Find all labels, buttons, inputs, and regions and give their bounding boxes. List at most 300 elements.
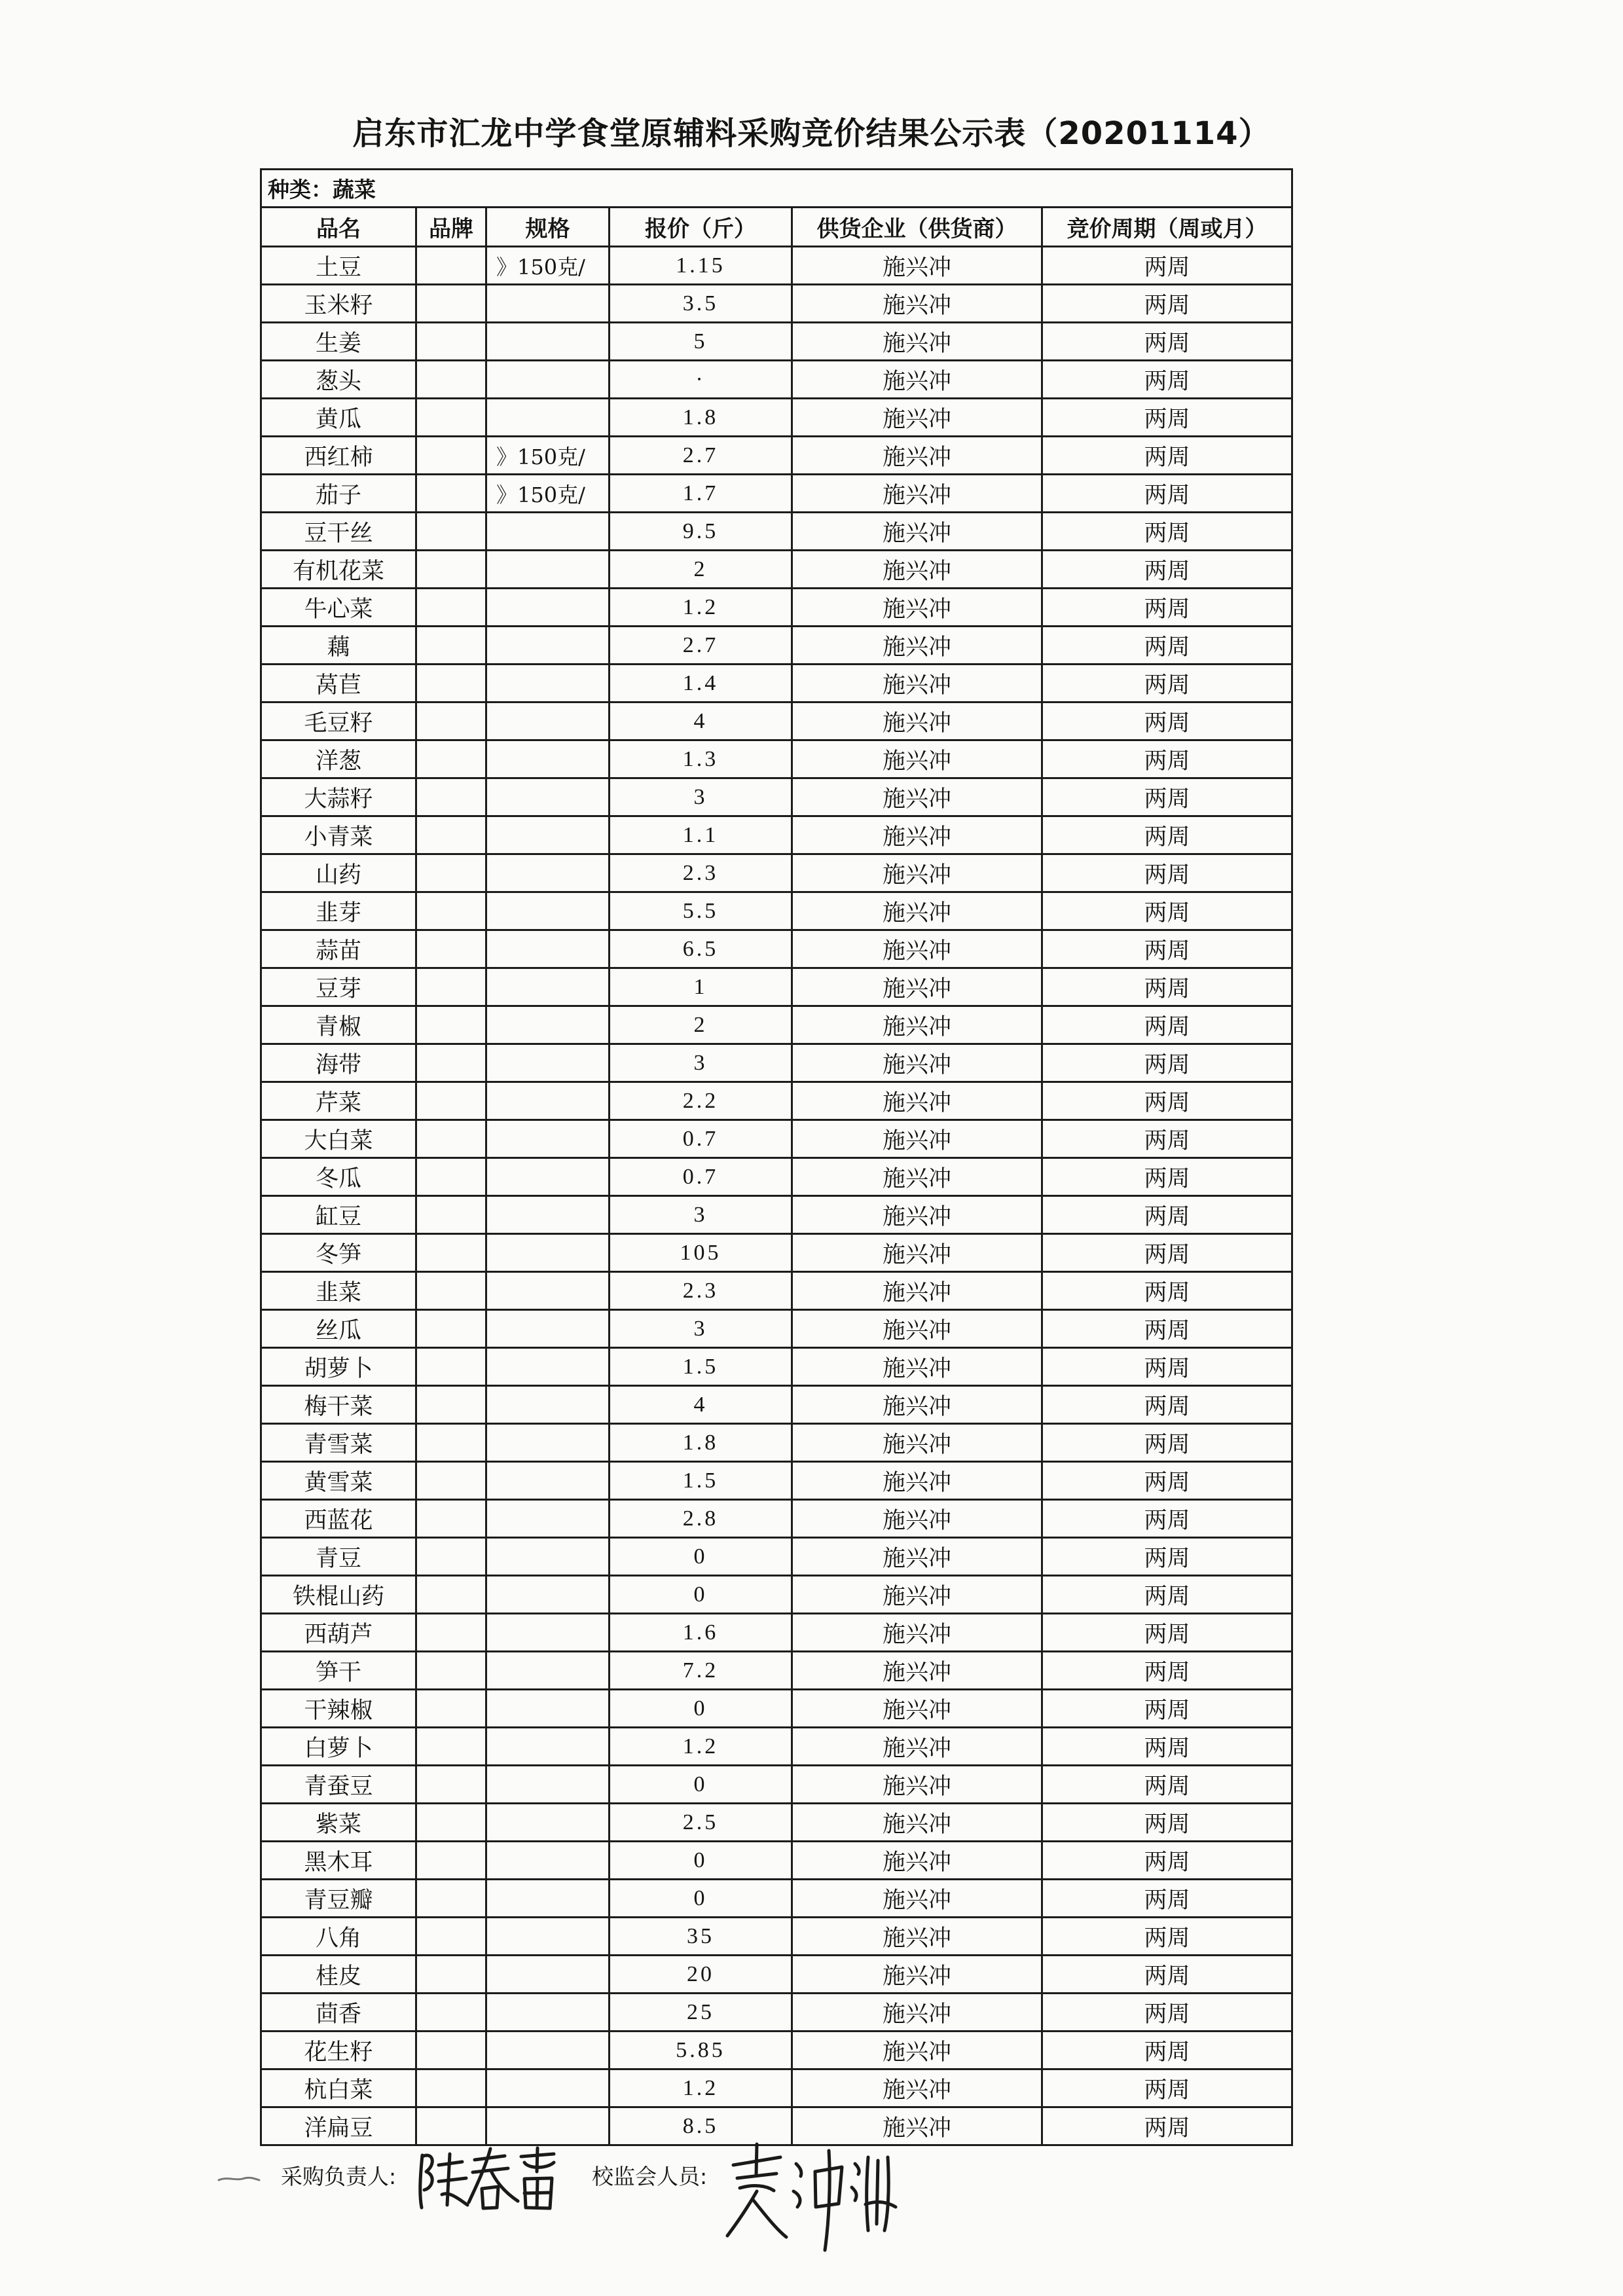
table-row — [261, 968, 1292, 1006]
brand-cell — [416, 437, 486, 475]
price-cell: 2.8 — [610, 1500, 792, 1538]
product-name-cell: 大蒜籽 — [261, 778, 416, 816]
supplier-cell: 施兴冲 — [792, 627, 1042, 665]
supplier-cell: 施兴冲 — [792, 323, 1042, 361]
supplier-cell: 施兴冲 — [792, 816, 1042, 854]
bid-cycle-cell: 两周 — [1042, 816, 1292, 854]
brand-cell — [416, 702, 486, 740]
product-name-cell: 有机花菜 — [261, 551, 416, 589]
supplier-cell: 施兴冲 — [792, 1766, 1042, 1804]
price-cell: 1.3 — [610, 740, 792, 778]
bid-cycle-cell: 两周 — [1042, 1918, 1292, 1956]
brand-cell — [416, 1386, 486, 1424]
brand-cell — [416, 1652, 486, 1690]
spec-cell — [486, 1462, 610, 1500]
brand-cell — [416, 1576, 486, 1614]
brand-cell — [416, 1500, 486, 1538]
table-row — [261, 1234, 1292, 1272]
spec-cell — [486, 1728, 610, 1766]
brand-cell — [416, 2107, 486, 2145]
purchaser-signature — [412, 2142, 563, 2214]
price-cell: 7.2 — [610, 1652, 792, 1690]
spec-cell — [486, 285, 610, 323]
supplier-cell: 施兴冲 — [792, 1728, 1042, 1766]
spec-cell — [486, 892, 610, 930]
brand-cell — [416, 475, 486, 513]
price-cell: 3 — [610, 1310, 792, 1348]
supplier-cell: 施兴冲 — [792, 247, 1042, 285]
procurement-table — [260, 168, 1293, 2146]
bid-cycle-cell: 两周 — [1042, 1956, 1292, 1994]
table-row — [261, 361, 1292, 399]
supplier-cell: 施兴冲 — [792, 475, 1042, 513]
brand-cell — [416, 1082, 486, 1120]
product-name-cell: 茴香 — [261, 1994, 416, 2032]
supplier-cell: 施兴冲 — [792, 1690, 1042, 1728]
price-cell: 1.8 — [610, 399, 792, 437]
table-row — [261, 513, 1292, 551]
brand-cell — [416, 1348, 486, 1386]
brand-cell — [416, 1918, 486, 1956]
product-name-cell: 黑木耳 — [261, 1842, 416, 1880]
bid-cycle-cell: 两周 — [1042, 1462, 1292, 1500]
table-row — [261, 1348, 1292, 1386]
table-row — [261, 2069, 1292, 2107]
table-row — [261, 1728, 1292, 1766]
table-row — [261, 1652, 1292, 1690]
brand-cell — [416, 323, 486, 361]
header-bid-cycle: 竞价周期（周或月） — [1042, 208, 1292, 247]
product-name-cell: 紫菜 — [261, 1804, 416, 1842]
brand-cell — [416, 1614, 486, 1652]
supplier-cell: 施兴冲 — [792, 702, 1042, 740]
price-cell: 3 — [610, 1196, 792, 1234]
price-cell: 2.5 — [610, 1804, 792, 1842]
brand-cell — [416, 1424, 486, 1462]
spec-cell — [486, 1500, 610, 1538]
price-cell: 1.2 — [610, 2069, 792, 2107]
brand-cell — [416, 1462, 486, 1500]
spec-cell — [486, 361, 610, 399]
product-name-cell: 黄雪菜 — [261, 1462, 416, 1500]
price-cell: 25 — [610, 1994, 792, 2032]
price-cell: 3 — [610, 1044, 792, 1082]
product-name-cell: 芹菜 — [261, 1082, 416, 1120]
table-row — [261, 2032, 1292, 2069]
product-name-cell: 洋葱 — [261, 740, 416, 778]
document-title: 启东市汇龙中学食堂原辅料采购竞价结果公示表（20201114） — [352, 115, 1271, 152]
product-name-cell: 韭菜 — [261, 1272, 416, 1310]
bid-cycle-cell: 两周 — [1042, 1196, 1292, 1234]
table-row — [261, 1044, 1292, 1082]
product-name-cell: 花生籽 — [261, 2032, 416, 2069]
spec-cell — [486, 1994, 610, 2032]
spec-cell — [486, 1538, 610, 1576]
bid-cycle-cell: 两周 — [1042, 627, 1292, 665]
bid-cycle-cell: 两周 — [1042, 2107, 1292, 2145]
category-row — [261, 170, 1292, 208]
product-name-cell: 西蓝花 — [261, 1500, 416, 1538]
bid-cycle-cell: 两周 — [1042, 1690, 1292, 1728]
brand-cell — [416, 1728, 486, 1766]
bid-cycle-cell: 两周 — [1042, 1652, 1292, 1690]
table-body — [261, 247, 1292, 2145]
product-name-cell: 海带 — [261, 1044, 416, 1082]
supplier-cell: 施兴冲 — [792, 892, 1042, 930]
table-row — [261, 1576, 1292, 1614]
supplier-cell: 施兴冲 — [792, 399, 1042, 437]
product-name-cell: 八角 — [261, 1918, 416, 1956]
bid-cycle-cell: 两周 — [1042, 475, 1292, 513]
price-cell: 1.5 — [610, 1462, 792, 1500]
spec-cell — [486, 589, 610, 627]
price-cell: 1.4 — [610, 665, 792, 702]
product-name-cell: 胡萝卜 — [261, 1348, 416, 1386]
brand-cell — [416, 551, 486, 589]
table-row — [261, 399, 1292, 437]
brand-cell — [416, 1804, 486, 1842]
header-product-name: 品名 — [261, 208, 416, 247]
spec-cell — [486, 1196, 610, 1234]
price-cell: 3.5 — [610, 285, 792, 323]
spec-cell — [486, 930, 610, 968]
spec-cell — [486, 1804, 610, 1842]
table-row — [261, 247, 1292, 285]
brand-cell — [416, 1006, 486, 1044]
supplier-cell: 施兴冲 — [792, 361, 1042, 399]
product-name-cell: 毛豆籽 — [261, 702, 416, 740]
table-row — [261, 1842, 1292, 1880]
product-name-cell: 缸豆 — [261, 1196, 416, 1234]
bid-cycle-cell: 两周 — [1042, 1614, 1292, 1652]
supervisor-label: 校监会人员: — [592, 2164, 708, 2189]
product-name-cell: 牛心菜 — [261, 589, 416, 627]
bid-cycle-cell: 两周 — [1042, 1006, 1292, 1044]
supplier-cell: 施兴冲 — [792, 1196, 1042, 1234]
spec-cell — [486, 551, 610, 589]
price-cell: 0 — [610, 1880, 792, 1918]
price-cell: 2.2 — [610, 1082, 792, 1120]
table-row — [261, 1918, 1292, 1956]
bid-cycle-cell: 两周 — [1042, 740, 1292, 778]
spec-cell — [486, 816, 610, 854]
price-cell: 0 — [610, 1538, 792, 1576]
table-row — [261, 551, 1292, 589]
supplier-cell: 施兴冲 — [792, 1842, 1042, 1880]
bid-cycle-cell: 两周 — [1042, 247, 1292, 285]
table-row — [261, 1994, 1292, 2032]
table-row — [261, 1310, 1292, 1348]
price-cell: 4 — [610, 702, 792, 740]
product-name-cell: 大白菜 — [261, 1120, 416, 1158]
supplier-cell: 施兴冲 — [792, 1614, 1042, 1652]
product-name-cell: 丝瓜 — [261, 1310, 416, 1348]
product-name-cell: 蒜苗 — [261, 930, 416, 968]
price-cell: 2.7 — [610, 627, 792, 665]
spec-cell — [486, 2032, 610, 2069]
price-cell: 1.1 — [610, 816, 792, 854]
table-row — [261, 627, 1292, 665]
supplier-cell: 施兴冲 — [792, 1500, 1042, 1538]
bid-cycle-cell: 两周 — [1042, 930, 1292, 968]
brand-cell — [416, 1310, 486, 1348]
bid-cycle-cell: 两周 — [1042, 1310, 1292, 1348]
bid-cycle-cell: 两周 — [1042, 1424, 1292, 1462]
bid-cycle-cell: 两周 — [1042, 399, 1292, 437]
spec-cell — [486, 1690, 610, 1728]
table-row — [261, 1538, 1292, 1576]
table-row — [261, 1272, 1292, 1310]
table-row — [261, 589, 1292, 627]
supplier-cell: 施兴冲 — [792, 1804, 1042, 1842]
supplier-cell: 施兴冲 — [792, 930, 1042, 968]
purchaser-label: 采购负责人: — [281, 2164, 397, 2189]
table-row — [261, 1120, 1292, 1158]
price-cell: 35 — [610, 1918, 792, 1956]
price-cell: 20 — [610, 1956, 792, 1994]
product-name-cell: 白萝卜 — [261, 1728, 416, 1766]
product-name-cell: 小青菜 — [261, 816, 416, 854]
table-row — [261, 285, 1292, 323]
spec-cell — [486, 1120, 610, 1158]
table-row — [261, 702, 1292, 740]
product-name-cell: 豆干丝 — [261, 513, 416, 551]
supplier-cell: 施兴冲 — [792, 1158, 1042, 1196]
bid-cycle-cell: 两周 — [1042, 1766, 1292, 1804]
price-cell: 2.7 — [610, 437, 792, 475]
brand-cell — [416, 513, 486, 551]
brand-cell — [416, 1044, 486, 1082]
bid-cycle-cell: 两周 — [1042, 2069, 1292, 2107]
price-cell: 8.5 — [610, 2107, 792, 2145]
bid-cycle-cell: 两周 — [1042, 1158, 1292, 1196]
brand-cell — [416, 627, 486, 665]
price-cell: 0 — [610, 1766, 792, 1804]
brand-cell — [416, 1880, 486, 1918]
table-row — [261, 1956, 1292, 1994]
brand-cell — [416, 247, 486, 285]
supplier-cell: 施兴冲 — [792, 1880, 1042, 1918]
product-name-cell: 土豆 — [261, 247, 416, 285]
product-name-cell: 玉米籽 — [261, 285, 416, 323]
price-cell: 2.3 — [610, 1272, 792, 1310]
supplier-cell: 施兴冲 — [792, 1006, 1042, 1044]
bid-cycle-cell: 两周 — [1042, 1386, 1292, 1424]
supplier-cell: 施兴冲 — [792, 513, 1042, 551]
brand-cell — [416, 1196, 486, 1234]
spec-cell — [486, 1918, 610, 1956]
supplier-cell: 施兴冲 — [792, 665, 1042, 702]
supplier-cell: 施兴冲 — [792, 778, 1042, 816]
price-cell: 1.2 — [610, 589, 792, 627]
table-row — [261, 930, 1292, 968]
price-cell: 3 — [610, 778, 792, 816]
spec-cell — [486, 968, 610, 1006]
product-name-cell: 豆芽 — [261, 968, 416, 1006]
bid-cycle-cell: 两周 — [1042, 1804, 1292, 1842]
bid-cycle-cell: 两周 — [1042, 702, 1292, 740]
supplier-cell: 施兴冲 — [792, 285, 1042, 323]
product-name-cell: 冬笋 — [261, 1234, 416, 1272]
brand-cell — [416, 2069, 486, 2107]
brand-cell — [416, 854, 486, 892]
product-name-cell: 青椒 — [261, 1006, 416, 1044]
table-row — [261, 778, 1292, 816]
product-name-cell: 青雪菜 — [261, 1424, 416, 1462]
supplier-cell: 施兴冲 — [792, 2107, 1042, 2145]
bid-cycle-cell: 两周 — [1042, 437, 1292, 475]
spec-cell — [486, 1614, 610, 1652]
table-row — [261, 1386, 1292, 1424]
bid-cycle-cell: 两周 — [1042, 551, 1292, 589]
price-cell: 9.5 — [610, 513, 792, 551]
table-row — [261, 437, 1292, 475]
product-name-cell: 西红柿 — [261, 437, 416, 475]
header-row — [261, 208, 1292, 247]
brand-cell — [416, 361, 486, 399]
brand-cell — [416, 589, 486, 627]
supplier-cell: 施兴冲 — [792, 551, 1042, 589]
price-cell: 1.7 — [610, 475, 792, 513]
bid-cycle-cell: 两周 — [1042, 665, 1292, 702]
bid-cycle-cell: 两周 — [1042, 778, 1292, 816]
supplier-cell: 施兴冲 — [792, 1310, 1042, 1348]
brand-cell — [416, 740, 486, 778]
supplier-cell: 施兴冲 — [792, 2069, 1042, 2107]
spec-cell — [486, 513, 610, 551]
supplier-cell: 施兴冲 — [792, 2032, 1042, 2069]
spec-cell: 》150克/ — [486, 437, 610, 475]
table-row — [261, 854, 1292, 892]
table-row — [261, 475, 1292, 513]
price-cell: · — [610, 361, 792, 399]
price-cell: 105 — [610, 1234, 792, 1272]
table-row — [261, 1082, 1292, 1120]
bid-cycle-cell: 两周 — [1042, 513, 1292, 551]
brand-cell — [416, 399, 486, 437]
supplier-cell: 施兴冲 — [792, 1348, 1042, 1386]
table-row — [261, 816, 1292, 854]
table-row — [261, 1690, 1292, 1728]
product-name-cell: 葱头 — [261, 361, 416, 399]
supplier-cell: 施兴冲 — [792, 1652, 1042, 1690]
spec-cell — [486, 1310, 610, 1348]
supplier-cell: 施兴冲 — [792, 1462, 1042, 1500]
table-row — [261, 740, 1292, 778]
table-row — [261, 1462, 1292, 1500]
spec-cell — [486, 1842, 610, 1880]
supplier-cell: 施兴冲 — [792, 1386, 1042, 1424]
spec-cell — [486, 1956, 610, 1994]
price-cell: 0.7 — [610, 1120, 792, 1158]
price-cell: 6.5 — [610, 930, 792, 968]
brand-cell — [416, 1842, 486, 1880]
price-cell: 2 — [610, 1006, 792, 1044]
price-cell: 1.2 — [610, 1728, 792, 1766]
bid-cycle-cell: 两周 — [1042, 1348, 1292, 1386]
brand-cell — [416, 1956, 486, 1994]
product-name-cell: 青豆瓣 — [261, 1880, 416, 1918]
brand-cell — [416, 1538, 486, 1576]
spec-cell — [486, 854, 610, 892]
table-row — [261, 1804, 1292, 1842]
price-cell: 0 — [610, 1842, 792, 1880]
brand-cell — [416, 816, 486, 854]
product-name-cell: 冬瓜 — [261, 1158, 416, 1196]
spec-cell — [486, 627, 610, 665]
category-label: 种类：蔬菜 — [261, 170, 1292, 208]
spec-cell — [486, 1880, 610, 1918]
supplier-cell: 施兴冲 — [792, 1082, 1042, 1120]
price-cell: 1.6 — [610, 1614, 792, 1652]
bid-cycle-cell: 两周 — [1042, 1994, 1292, 2032]
spec-cell: 》150克/ — [486, 475, 610, 513]
product-name-cell: 西葫芦 — [261, 1614, 416, 1652]
bid-cycle-cell: 两周 — [1042, 361, 1292, 399]
supplier-cell: 施兴冲 — [792, 1234, 1042, 1272]
spec-cell — [486, 1082, 610, 1120]
brand-cell — [416, 1234, 486, 1272]
spec-cell — [486, 1006, 610, 1044]
product-name-cell: 韭芽 — [261, 892, 416, 930]
table-row — [261, 1500, 1292, 1538]
price-cell: 5.5 — [610, 892, 792, 930]
spec-cell — [486, 1234, 610, 1272]
table-row — [261, 1614, 1292, 1652]
bid-cycle-cell: 两周 — [1042, 1272, 1292, 1310]
product-name-cell: 茄子 — [261, 475, 416, 513]
supplier-cell: 施兴冲 — [792, 854, 1042, 892]
price-cell: 1.5 — [610, 1348, 792, 1386]
price-cell: 0 — [610, 1576, 792, 1614]
price-cell: 5.85 — [610, 2032, 792, 2069]
price-cell: 4 — [610, 1386, 792, 1424]
spec-cell — [486, 2069, 610, 2107]
product-name-cell: 桂皮 — [261, 1956, 416, 1994]
bid-cycle-cell: 两周 — [1042, 1576, 1292, 1614]
spec-cell — [486, 1348, 610, 1386]
spec-cell — [486, 702, 610, 740]
product-name-cell: 藕 — [261, 627, 416, 665]
spec-cell — [486, 1652, 610, 1690]
bid-cycle-cell: 两周 — [1042, 2032, 1292, 2069]
brand-cell — [416, 892, 486, 930]
bid-cycle-cell: 两周 — [1042, 854, 1292, 892]
spec-cell — [486, 778, 610, 816]
brand-cell — [416, 1272, 486, 1310]
product-name-cell: 莴苣 — [261, 665, 416, 702]
spec-cell — [486, 399, 610, 437]
spec-cell — [486, 1386, 610, 1424]
spec-cell — [486, 1424, 610, 1462]
supplier-cell: 施兴冲 — [792, 1538, 1042, 1576]
price-cell: 0.7 — [610, 1158, 792, 1196]
bid-cycle-cell: 两周 — [1042, 1538, 1292, 1576]
spec-cell — [486, 665, 610, 702]
supplier-cell: 施兴冲 — [792, 1424, 1042, 1462]
table-row — [261, 1006, 1292, 1044]
brand-cell — [416, 1766, 486, 1804]
table-row — [261, 1766, 1292, 1804]
supplier-cell: 施兴冲 — [792, 1994, 1042, 2032]
spec-cell — [486, 2107, 610, 2145]
supplier-cell: 施兴冲 — [792, 1576, 1042, 1614]
bid-cycle-cell: 两周 — [1042, 1728, 1292, 1766]
brand-cell — [416, 968, 486, 1006]
price-cell: 5 — [610, 323, 792, 361]
header-brand: 品牌 — [416, 208, 486, 247]
bid-cycle-cell: 两周 — [1042, 1880, 1292, 1918]
